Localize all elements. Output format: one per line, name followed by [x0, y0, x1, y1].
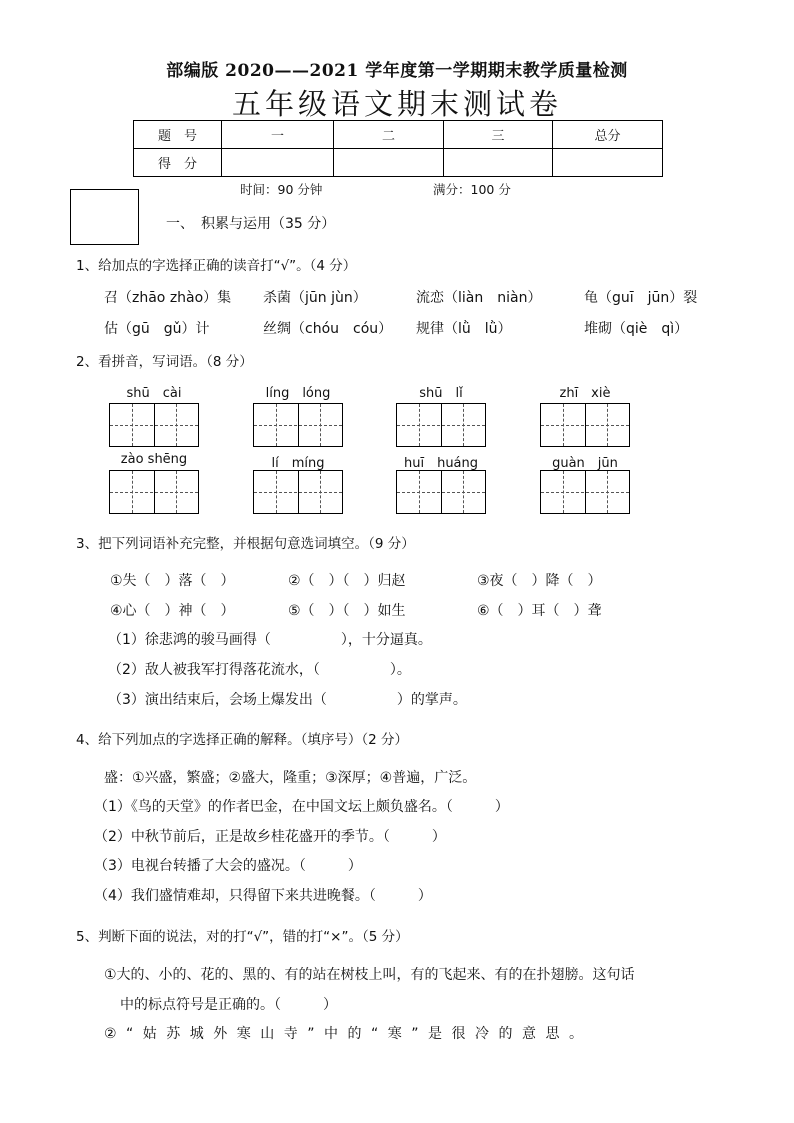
score-cell[interactable]	[444, 149, 553, 177]
score-table-header-1: 一	[222, 121, 334, 149]
q1-item: 杀菌（jūn jùn）	[263, 290, 367, 306]
tianzige-box[interactable]	[253, 470, 343, 514]
tianzige-box[interactable]	[109, 470, 199, 514]
q2-pinyin: huī huáng	[403, 456, 479, 471]
score-table-header-label: 题 号	[134, 121, 222, 149]
score-cell[interactable]	[334, 149, 444, 177]
q3-item: ①失（ ）落（ ）	[110, 573, 235, 589]
tianzige-box[interactable]	[540, 403, 630, 447]
q4-sentence: （2）中秋节前后，正是故乡桂花盛开的季节。（ ）	[94, 829, 446, 845]
q3-item: ②（ ）（ ）归赵	[288, 573, 406, 589]
q4-sentence: （1）《鸟的天堂》的作者巴金，在中国文坛上颇负盛名。（ ）	[94, 799, 509, 815]
exam-subtitle: 部编版 2020——2021 学年度第一学期期末教学质量检测	[166, 61, 628, 81]
q5-sentence: ②“姑苏城外寒山寺”中的“寒”是很冷的意思。	[104, 1026, 593, 1042]
section1-title: 一、 积累与运用（35 分）	[166, 216, 336, 232]
q1-item: 堆砌（qiè qì）	[584, 321, 689, 337]
q1-item: 召（zhāo zhào）集	[104, 290, 232, 306]
exam-title: 五年级语文期末测试卷	[231, 87, 562, 121]
q2-pinyin: líng lóng	[265, 386, 331, 401]
score-table-header-2: 二	[334, 121, 444, 149]
q3-sentence: （3）演出结束后，会场上爆发出（ ）的掌声。	[108, 692, 467, 708]
q1-item: 规律（lǜ lǜ）	[416, 321, 512, 337]
q2-title: 2、看拼音，写词语。（8 分）	[76, 354, 253, 370]
section-score-box[interactable]	[70, 189, 139, 245]
q1-item: 流恋（liàn niàn）	[416, 290, 542, 306]
q2-pinyin: guàn jūn	[552, 456, 618, 471]
q1-item: 丝绸（chóu cóu）	[263, 321, 393, 337]
q3-item: ③夜（ ）降（ ）	[477, 573, 602, 589]
tianzige-box[interactable]	[540, 470, 630, 514]
q5-sentence: 中的标点符号是正确的。（ ）	[120, 997, 337, 1013]
q4-sentence: （3）电视台转播了大会的盛况。（ ）	[94, 858, 362, 874]
q1-item: 龟（guī jūn）裂	[584, 290, 698, 306]
q5-title: 5、判断下面的说法，对的打“√”，错的打“×”。（5 分）	[76, 929, 409, 945]
q2-pinyin: shū cài	[126, 386, 182, 401]
q1-title: 1、给加点的字选择正确的读音打“√”。（4 分）	[76, 258, 357, 274]
score-cell[interactable]	[553, 149, 663, 177]
exam-full-score: 满分：100 分	[433, 182, 511, 197]
tianzige-box[interactable]	[253, 403, 343, 447]
q2-pinyin: zhī xiè	[559, 386, 611, 401]
exam-time: 时间：90 分钟	[240, 182, 323, 197]
q3-sentence: （2）敌人被我军打得落花流水，（ ）。	[108, 662, 411, 678]
score-table-row-label: 得 分	[134, 149, 222, 177]
q3-sentence: （1）徐悲鸿的骏马画得（ ），十分逼真。	[108, 632, 432, 648]
tianzige-box[interactable]	[396, 403, 486, 447]
q1-item: 估（gū gǔ）计	[104, 321, 210, 337]
score-table	[133, 120, 663, 177]
q3-item: ⑤（ ）（ ）如生	[288, 603, 406, 619]
tianzige-box[interactable]	[109, 403, 199, 447]
q3-item: ⑥（ ）耳（ ）聋	[477, 603, 602, 619]
score-cell[interactable]	[222, 149, 334, 177]
score-table-header-3: 三	[444, 121, 553, 149]
score-table-header-total: 总分	[553, 121, 663, 149]
q5-sentence: ①大的、小的、花的、黑的、有的站在树枝上叫，有的飞起来、有的在扑翅膀。这句话	[104, 967, 635, 983]
tianzige-box[interactable]	[396, 470, 486, 514]
q3-title: 3、把下列词语补充完整，并根据句意选词填空。（9 分）	[76, 536, 415, 552]
q3-item: ④心（ ）神（ ）	[110, 603, 235, 619]
q2-pinyin: zào shēng	[120, 452, 188, 467]
q4-title: 4、给下列加点的字选择正确的解释。（填序号）（2 分）	[76, 732, 408, 748]
q4-definition: 盛：①兴盛，繁盛；②盛大，隆重；③深厚；④普遍，广泛。	[104, 770, 477, 786]
q2-pinyin: shū lǐ	[419, 386, 463, 401]
q4-sentence: （4）我们盛情难却，只得留下来共进晚餐。（ ）	[94, 888, 432, 904]
q2-pinyin: lí míng	[271, 456, 325, 471]
